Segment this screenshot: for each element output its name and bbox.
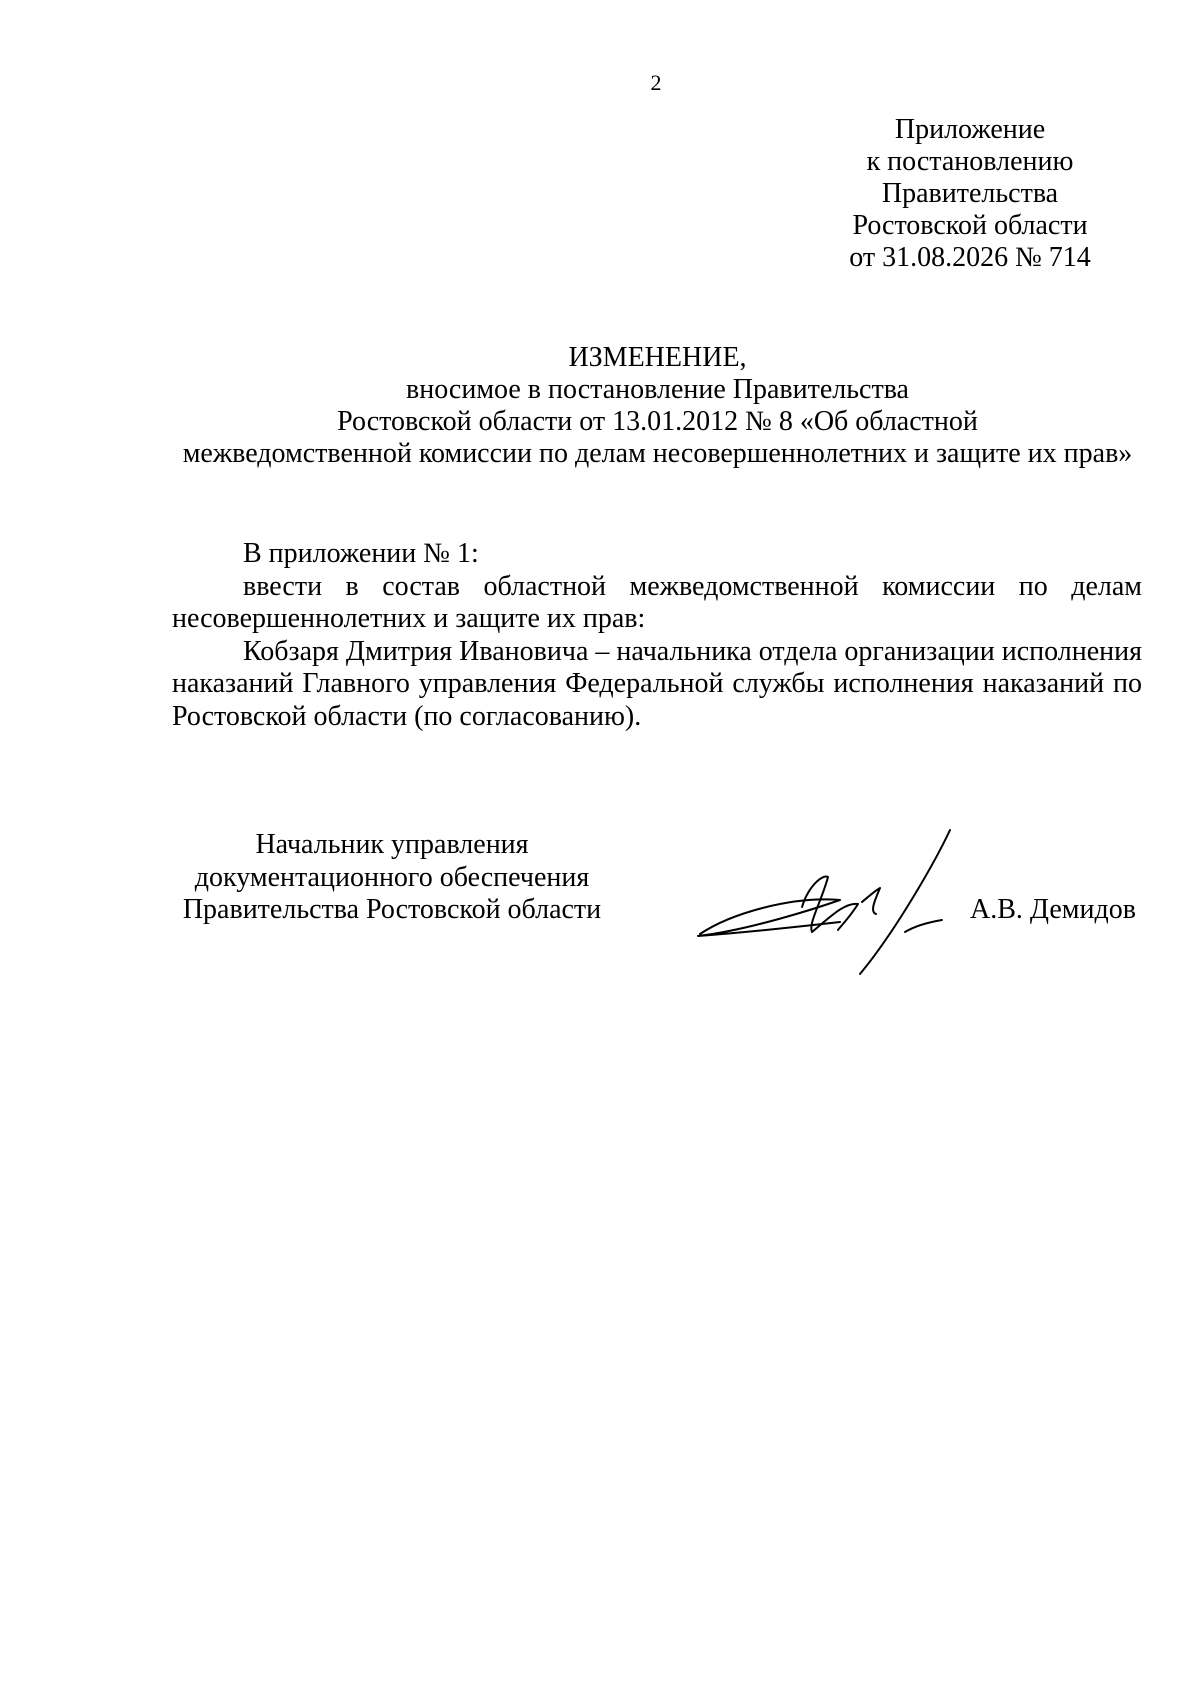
signatory-position-line-1: Начальник управления: [255, 829, 529, 860]
document-title: [100, 342, 1200, 470]
appendix-line-5: от 31.08.2026 № 714: [849, 242, 1091, 273]
appendix-header: [820, 114, 1120, 274]
appendix-line-1: Приложение: [894, 114, 1046, 145]
page-number: 2: [650, 70, 662, 95]
signatory-name: А.В. Демидов: [970, 894, 1136, 925]
signatory-position: [172, 829, 612, 927]
document-body: [172, 538, 1142, 733]
signatory-position-line-2: документационного обеспечения: [194, 861, 590, 893]
title-heading: ИЗМЕНЕНИЕ,: [568, 342, 747, 373]
appendix-line-4: Ростовской области: [852, 210, 1088, 241]
title-line-4: межведомственной комиссии по делам несовершеннолетних и защите их прав»: [182, 438, 1133, 469]
body-paragraph-3: Кобзаря Дмитрия Ивановича – начальника отдела организации исполнения наказаний Главного управления Федеральной службы исполнения наказаний по Ростовской области (по согласованию).: [172, 635, 1142, 732]
handwritten-signature: [690, 822, 990, 982]
appendix-line-3: Правительства: [881, 178, 1059, 209]
body-paragraph-1: В приложении № 1:: [243, 538, 479, 569]
title-line-2: вносимое в постановление Правительства: [406, 374, 909, 405]
body-paragraph-2: ввести в состав областной межведомственной комиссии по делам несовершеннолетних и защите их прав:: [172, 570, 1142, 634]
title-line-3: Ростовской области от 13.01.2012 № 8 «Об областной: [337, 406, 978, 437]
signatory-position-line-3: Правительства Ростовской области: [182, 894, 602, 925]
appendix-line-2: к постановлению: [866, 146, 1074, 177]
